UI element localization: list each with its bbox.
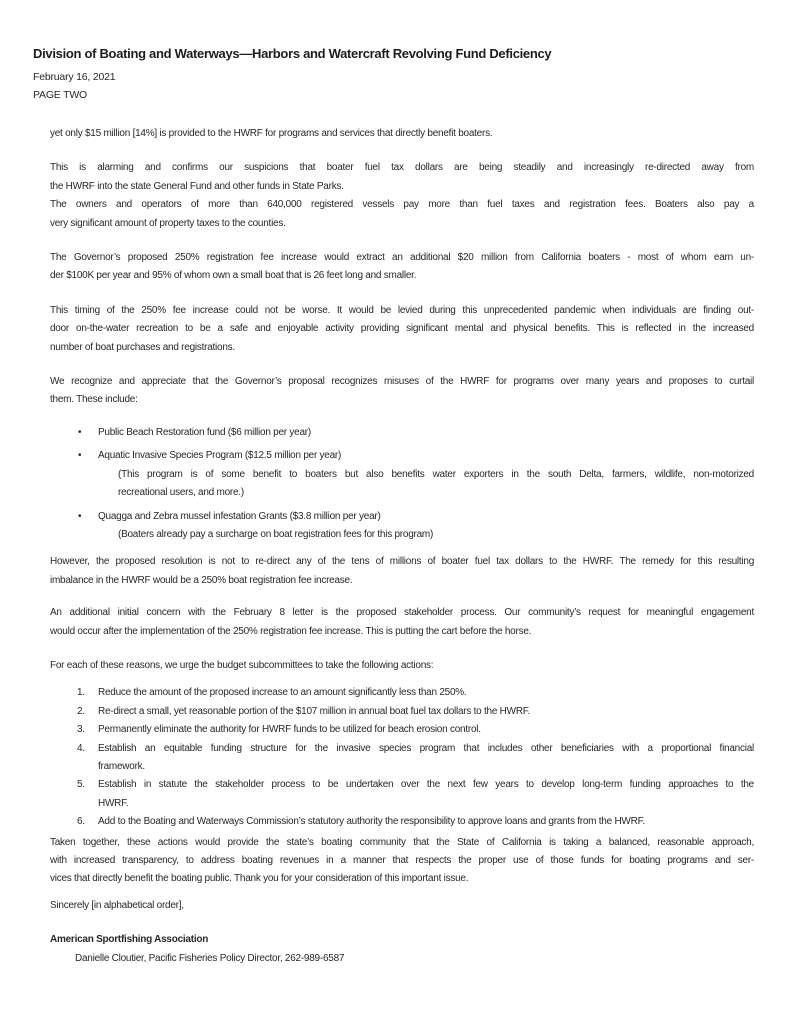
curtailed-programs-list: [78, 424, 754, 544]
bullet-text: Quagga and Zebra mussel infestation Grants ($3.8 million per year): [98, 510, 381, 522]
paragraph-governor: The Governor’s proposed 250% registration fee increase would extract an additional $20 million from California boaters - most of whom earn un- der $100K per year and 95% of whom own a small boat that is 26 feet long and smaller.: [50, 252, 754, 282]
item-number: 2.: [77, 705, 85, 717]
paragraph-additional: An additional initial concern with the February 8 letter is the proposed stakeholder process. Our community’s request for meaningful engagement would occur after the implementation of the 250% registration fee increase. This is putting the cart before the horse.: [50, 607, 754, 637]
letter-body: [50, 125, 754, 968]
item-number: 1.: [77, 687, 85, 699]
bullet-text: Aquatic Invasive Species Program ($12.5 million per year): [98, 450, 342, 462]
recommended-actions-list: [77, 684, 754, 831]
letter-title: Division of Boating and Waterways—Harbors and Watercraft Revolving Fund Deficiency: [33, 46, 552, 61]
item-text: Establish in statute the stakeholder process to be undertaken over the next few years to develop long-term funding approaches to the HWRF.: [98, 779, 754, 809]
bullet-icon: •: [78, 450, 82, 462]
bullet-icon: •: [78, 510, 82, 522]
item-number: 3.: [77, 724, 85, 736]
closing-line: Sincerely [in alphabetical order],: [50, 899, 184, 911]
page-label: PAGE TWO: [33, 89, 88, 101]
list-item: [78, 447, 754, 502]
paragraph-foreach: For each of these reasons, we urge the budget subcommittees to take the following actions:: [50, 659, 434, 671]
signature-organization: American Sportfishing Association: [50, 934, 209, 946]
bullet-note: (This program is of some benefit to boaters but also benefits water exporters in the south Delta, farmers, wildlife, non-motorized recreational users, and more.): [118, 468, 754, 499]
item-number: 6.: [77, 816, 85, 828]
list-item: [77, 813, 754, 831]
list-item: [78, 508, 754, 545]
paragraph-however: However, the proposed resolution is not to re-direct any of the tens of millions of boater fuel tax dollars to the HWRF. The remedy for this resulting imbalance in the HWRF would be a 250% boat registration fee increase.: [50, 556, 754, 586]
item-text: Permanently eliminate the authority for HWRF funds to be utilized for beach erosion control.: [98, 724, 481, 736]
paragraph-timing: This timing of the 250% fee increase could not be worse. It would be levied during this unprecedented pandemic when individuals are finding out- door on-the-water recreation to be a safe and enjoyable activity providing significant mental and physical benefits. This is reflected in the increased number of boat purchases and registrations.: [50, 304, 754, 353]
item-text: Establish an equitable funding structure for the invasive species program that includes other beneficiaries with a proportional financial framework.: [98, 742, 754, 772]
item-number: 5.: [77, 779, 85, 791]
letter-header: [0, 0, 789, 104]
bullet-note: (Boaters already pay a surcharge on boat registration fees for this program): [118, 528, 434, 540]
item-text: Re-direct a small, yet reasonable portion of the $107 million in annual boat fuel tax dollars to the HWRF.: [98, 705, 531, 717]
list-item: [77, 703, 754, 721]
signature-person: Danielle Cloutier, Pacific Fisheries Policy Director, 262-989-6587: [75, 952, 345, 964]
list-item: [77, 721, 754, 739]
bullet-text: Public Beach Restoration fund ($6 million per year): [98, 426, 311, 438]
paragraph-taken-together: Taken together, these actions would provide the state’s boating community that the State of California is taking a balanced, reasonable approach, with increased transparency, to address boating revenues in a manner that respects the proper use of those funds for boating programs and ser- vices that directly benefit the boating public. Thank you for your consideration of this important issue.: [50, 836, 754, 885]
list-item: [78, 424, 754, 442]
item-text: Reduce the amount of the proposed increase to an amount significantly less than 250%.: [98, 687, 467, 699]
letter-date: February 16, 2021: [33, 71, 116, 83]
paragraph-intro: yet only $15 million [14%] is provided to the HWRF for programs and services that directly benefit boaters.: [50, 128, 493, 139]
item-number: 4.: [77, 742, 85, 754]
list-item: [77, 740, 754, 777]
item-text: Add to the Boating and Waterways Commission’s statutory authority the responsibility to approve loans and grants from the HWRF.: [98, 816, 645, 828]
bullet-icon: •: [78, 426, 82, 438]
paragraph-recognize: We recognize and appreciate that the Governor’s proposal recognizes misuses of the HWRF for programs over many years and proposes to curtail them. These include:: [50, 376, 754, 406]
list-item: [77, 684, 754, 702]
paragraph-alarming: This is alarming and confirms our suspicions that boater fuel tax dollars are being steadily and increasingly re-directed away from the HWRF into the state General Fund and other funds in State Parks.: [50, 162, 754, 192]
list-item: [77, 776, 754, 813]
paragraph-owners: The owners and operators of more than 640,000 registered vessels pay more than fuel taxes and registration fees. Boaters also pay a very significant amount of property taxes to the counties.: [50, 199, 754, 229]
